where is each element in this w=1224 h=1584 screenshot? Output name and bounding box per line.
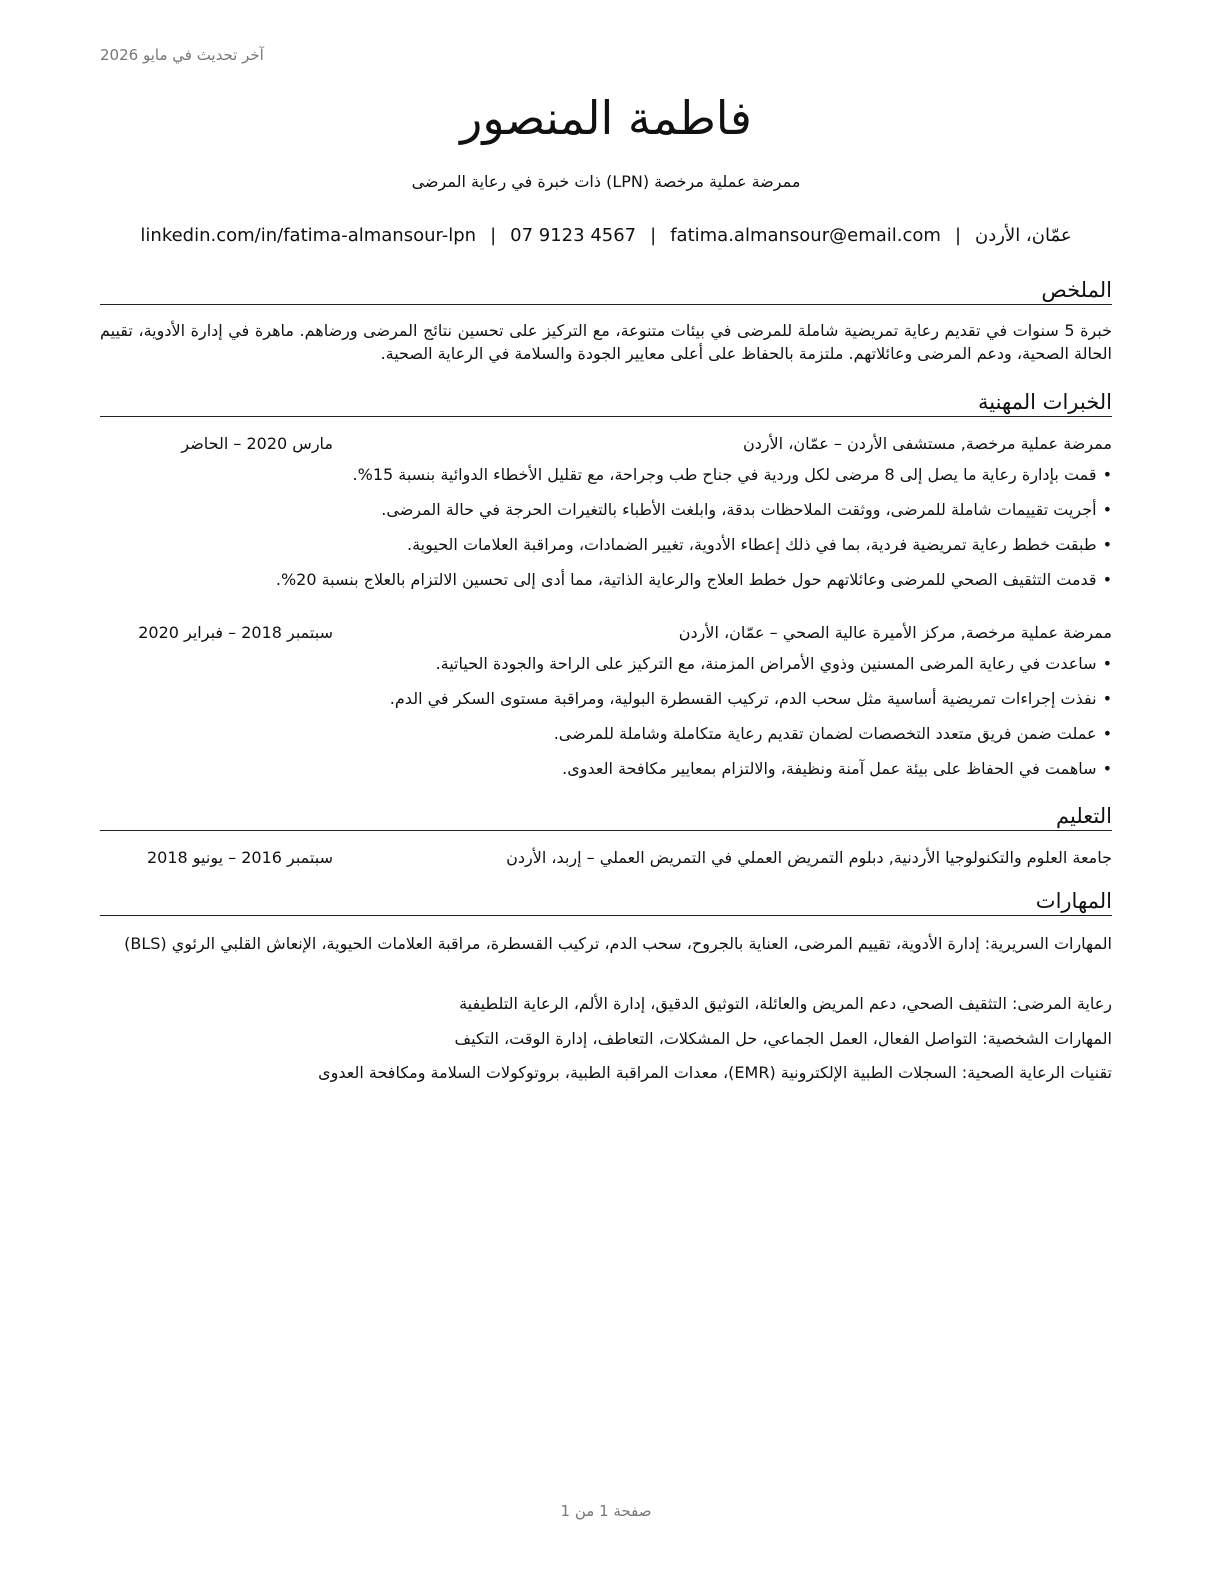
list-item: •عملت ضمن فريق متعدد التخصصات لضمان تقديم رعاية متكاملة وشاملة للمرضى. [553, 724, 1112, 743]
job-title: ممرضة عملية مرخصة, مركز الأميرة عالية الصحي – عمّان، الأردن [678, 623, 1112, 642]
contact-email[interactable]: fatima.almansour@email.com [670, 225, 941, 246]
resume-page [100, 0, 1112, 1584]
bullet-icon: • [1102, 570, 1112, 589]
job-bullets [100, 463, 1112, 603]
education-entry [100, 846, 1112, 870]
job-header [100, 432, 1112, 456]
last-updated-note: آخر تحديث في مايو 2026 [100, 46, 264, 64]
summary-heading: الملخص [100, 276, 1112, 305]
contact-separator: | [650, 225, 657, 246]
candidate-headline: ممرضة عملية مرخصة (LPN) ذات خبرة في رعاية المرضى [411, 172, 801, 191]
list-item: •ساهمت في الحفاظ على بيئة عمل آمنة ونظيفة، والالتزام بمعايير مكافحة العدوى. [562, 759, 1112, 778]
education-dates: سبتمبر 2016 – يونيو 2018 [146, 848, 333, 867]
job-header [100, 621, 1112, 645]
job-title: ممرضة عملية مرخصة, مستشفى الأردن – عمّان، الأردن [742, 434, 1112, 453]
job-dates: سبتمبر 2018 – فبراير 2020 [138, 623, 333, 642]
candidate-name: فاطمة المنصور [460, 91, 752, 145]
contact-separator: | [490, 225, 497, 246]
bullet-icon: • [1102, 465, 1112, 484]
contact-separator: | [954, 225, 962, 246]
list-item: •طبقت خطط رعاية تمريضية فردية، بما في ذلك إعطاء الأدوية، تغيير الضمادات، ومراقبة العلامات الحيوية. [407, 535, 1112, 554]
bullet-icon: • [1102, 724, 1112, 743]
bullet-icon: • [1102, 759, 1112, 778]
contact-phone[interactable]: 07 9123 4567 [510, 225, 637, 246]
list-item: •أجريت تقييمات شاملة للمرضى، ووثقت الملاحظات بدقة، وابلغت الأطباء بالتغيرات الحرجة في حالة المرضى. [381, 500, 1112, 519]
skills-line-clinical: المهارات السريرية: إدارة الأدوية، تقييم المرضى، العناية بالجروح، سحب الدم، تركيب القسطرة، مراقبة العلامات الحيوية، الإنعاش القلبي الرئوي (BLS) [124, 934, 1112, 953]
list-item: •نفذت إجراءات تمريضية أساسية مثل سحب الدم، تركيب القسطرة البولية، ومراقبة مستوى السكر في الدم. [389, 689, 1112, 708]
page-number: صفحة 1 من 1 [560, 1502, 652, 1520]
bullet-icon: • [1102, 500, 1112, 519]
list-item: •ساعدت في رعاية المرضى المسنين وذوي الأمراض المزمنة، مع التركيز على الراحة والجودة الحياتية. [435, 654, 1112, 673]
education-institution: جامعة العلوم والتكنولوجيا الأردنية, دبلوم التمريض العملي في التمريض العملي – إربد، الأردن [506, 848, 1112, 867]
job-bullets [100, 652, 1112, 792]
list-item: •قدمت التثقيف الصحي للمرضى وعائلاتهم حول خطط العلاج والرعاية الذاتية، مما أدى إلى تحسين الالتزام بالعلاج بنسبة 20%. [275, 570, 1112, 589]
contact-location: عمّان، الأردن [975, 225, 1072, 246]
bullet-icon: • [1102, 689, 1112, 708]
skills-line-tech: تقنيات الرعاية الصحية: السجلات الطبية الإلكترونية (EMR)، معدات المراقبة الطبية، بروتوكولات السلامة ومكافحة العدوى [318, 1063, 1112, 1082]
job-dates: مارس 2020 – الحاضر [181, 434, 333, 453]
education-heading: التعليم [100, 802, 1112, 831]
skills-heading: المهارات [100, 887, 1112, 916]
bullet-icon: • [1102, 535, 1112, 554]
list-item: •قمت بإدارة رعاية ما يصل إلى 8 مرضى لكل وردية في جناح طب وجراحة، مع تقليل الأخطاء الدوائية بنسبة 15%. [352, 465, 1112, 484]
skills-line-patient-care: رعاية المرضى: التثقيف الصحي، دعم المريض والعائلة، التوثيق الدقيق، إدارة الألم، الرعاية التلطيفية [459, 994, 1112, 1013]
skills-line-soft: المهارات الشخصية: التواصل الفعال، العمل الجماعي، حل المشكلات، التعاطف، إدارة الوقت، التكيف [454, 1029, 1112, 1048]
contact-linkedin[interactable]: linkedin.com/in/fatima-almansour-lpn [140, 225, 477, 246]
contact-line [120, 223, 1092, 249]
summary-text: خبرة 5 سنوات في تقديم رعاية تمريضية شاملة للمرضى في بيئات متنوعة، مع التركيز على تحسين نتائج المرضى ورضاهم. ماهرة في إدارة الأدوية، تقييم الحالة الصحية، ودعم المرضى وعائلاتهم. ملتزمة بالحفاظ على أعلى معايير الجودة والسلامة في الرعاية الصحية. [100, 321, 1112, 363]
bullet-icon: • [1102, 654, 1112, 673]
experience-heading: الخبرات المهنية [100, 388, 1112, 417]
